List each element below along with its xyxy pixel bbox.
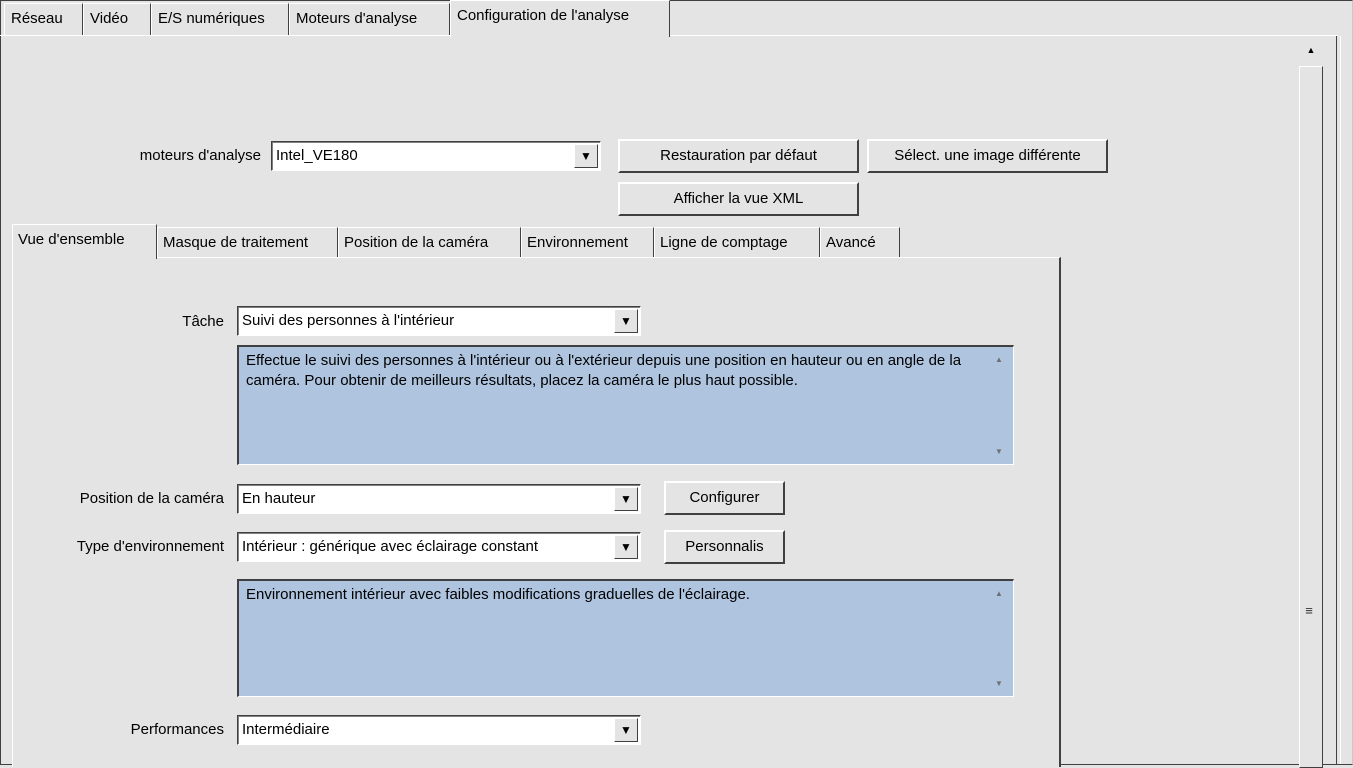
task-label: Tâche — [182, 313, 224, 330]
camera-position-select-value: En hauteur — [242, 490, 316, 507]
camera-position-label: Position de la caméra — [79, 490, 224, 507]
scroll-up-arrow-icon[interactable]: ▲ — [995, 355, 1003, 364]
chevron-down-icon[interactable]: ▼ — [614, 535, 638, 559]
scroll-up-arrow-icon[interactable]: ▲ — [995, 589, 1003, 598]
tab-video[interactable]: Vidéo — [83, 3, 151, 35]
tab-strip-border-right — [670, 35, 1338, 36]
customize-button[interactable]: Personnalis — [664, 530, 785, 564]
camera-position-select[interactable] — [237, 484, 641, 514]
tab-moteurs-analyse[interactable]: Moteurs d'analyse — [289, 3, 450, 35]
environment-description-scrollbar[interactable] — [985, 581, 1013, 696]
tab-strip-border — [0, 35, 450, 36]
environment-type-select[interactable] — [237, 532, 641, 562]
restore-default-button[interactable]: Restauration par défaut — [618, 139, 859, 173]
chevron-down-icon[interactable]: ▼ — [614, 309, 638, 333]
tab-masque-traitement[interactable]: Masque de traitement — [157, 227, 338, 258]
performance-select-value: Intermédiaire — [242, 721, 330, 738]
xml-view-button[interactable]: Afficher la vue XML — [618, 182, 859, 216]
scrollbar-thumb[interactable] — [1299, 66, 1323, 768]
task-select[interactable] — [237, 306, 641, 336]
task-description — [237, 345, 1014, 465]
engine-select[interactable] — [271, 141, 601, 171]
content-right-border — [1336, 36, 1341, 764]
tab-es-numeriques[interactable]: E/S numériques — [151, 3, 289, 35]
chevron-down-icon[interactable]: ▼ — [574, 144, 598, 168]
tab-configuration-analyse[interactable]: Configuration de l'analyse — [450, 0, 670, 37]
environment-type-label: Type d'environnement — [76, 538, 224, 555]
scrollbar-grip-icon: ≡ — [1305, 603, 1313, 618]
tab-avance[interactable]: Avancé — [820, 227, 900, 258]
scroll-down-arrow-icon[interactable]: ▼ — [995, 679, 1003, 688]
tab-ligne-comptage[interactable]: Ligne de comptage — [654, 227, 820, 258]
scroll-down-arrow-icon[interactable]: ▼ — [995, 447, 1003, 456]
configure-button[interactable]: Configurer — [664, 481, 785, 515]
scroll-up-arrow-icon[interactable]: ▲ — [1306, 45, 1316, 55]
task-description-text: Effectue le suivi des personnes à l'intérieur ou à l'extérieur depuis une position en hauteur ou en angle de la caméra. Pour obtenir de meilleurs résultats, placez la caméra le plus haut possible. — [246, 352, 962, 389]
environment-description-text: Environnement intérieur avec faibles modifications graduelles de l'éclairage. — [246, 586, 750, 603]
chevron-down-icon[interactable]: ▼ — [614, 487, 638, 511]
tab-reseau[interactable]: Réseau — [4, 3, 83, 35]
tab-vue-ensemble[interactable]: Vue d'ensemble — [12, 224, 157, 259]
vertical-scrollbar[interactable] — [1298, 36, 1324, 764]
environment-description — [237, 579, 1014, 697]
tab-environnement[interactable]: Environnement — [521, 227, 654, 258]
tab-position-camera[interactable]: Position de la caméra — [338, 227, 521, 258]
chevron-down-icon[interactable]: ▼ — [614, 718, 638, 742]
select-image-button[interactable]: Sélect. une image différente — [867, 139, 1108, 173]
engine-label: moteurs d'analyse — [139, 147, 261, 164]
performance-label: Performances — [130, 721, 224, 738]
performance-select[interactable] — [237, 715, 641, 745]
engine-select-value: Intel_VE180 — [276, 147, 358, 164]
task-description-scrollbar[interactable] — [985, 347, 1013, 464]
environment-type-select-value: Intérieur : générique avec éclairage constant — [242, 538, 539, 555]
task-select-value: Suivi des personnes à l'intérieur — [242, 312, 455, 329]
